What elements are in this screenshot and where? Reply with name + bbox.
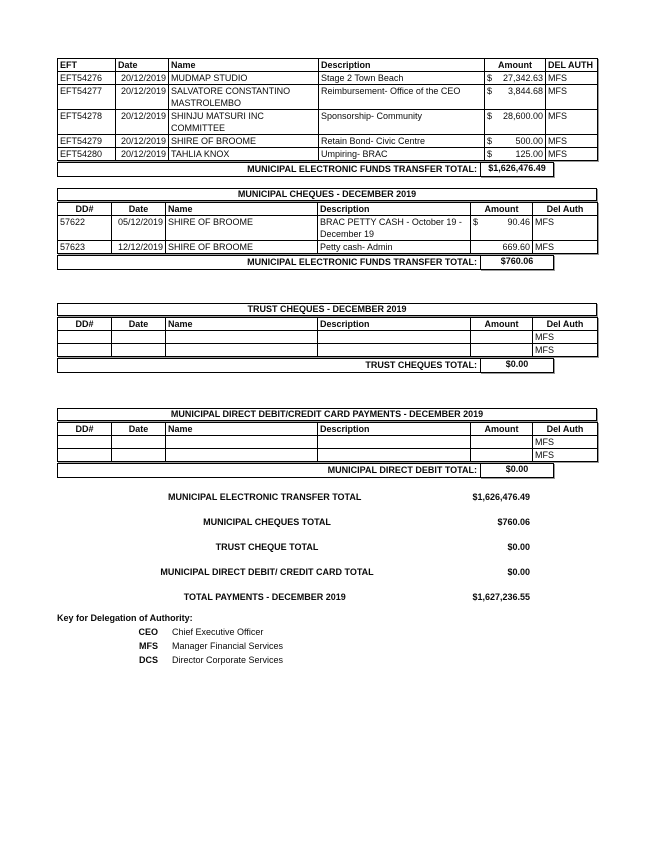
table-row xyxy=(58,241,598,254)
name-cell xyxy=(166,436,318,449)
cheque-id xyxy=(58,344,112,357)
amount-cell xyxy=(485,85,546,110)
trust-table-grid xyxy=(57,317,598,357)
key-row xyxy=(57,639,283,653)
summary-label: MUNICIPAL DIRECT DEBIT/ CREDIT CARD TOTAL xyxy=(160,566,374,577)
total-value: $0.00 xyxy=(480,358,554,373)
table-row xyxy=(58,148,598,161)
table-title: MUNICIPAL CHEQUES - DECEMBER 2019 xyxy=(57,188,597,201)
date-cell xyxy=(112,344,166,357)
col-header-name: Name xyxy=(166,423,318,436)
summary-label: MUNICIPAL ELECTRONIC TRANSFER TOTAL xyxy=(168,491,362,502)
summary-value: $760.06 xyxy=(497,516,530,527)
date-cell: 12/12/2019 xyxy=(112,241,166,254)
amount-value: 669.60 xyxy=(502,242,530,252)
col-header-date: Date xyxy=(116,59,169,72)
col-header-del-auth: Del Auth xyxy=(533,318,598,331)
col-header-amount: Amount xyxy=(471,423,533,436)
eft-total-row xyxy=(57,162,597,177)
key-heading: Key for Delegation of Authority: xyxy=(57,613,193,623)
key-meaning: Chief Executive Officer xyxy=(172,627,264,637)
eft-id: EFT54276 xyxy=(58,72,116,85)
amount-cell xyxy=(471,436,533,449)
col-header-dd: DD# xyxy=(58,203,112,216)
name-cell xyxy=(166,331,318,344)
del-auth-cell: MFS xyxy=(546,110,598,135)
date-cell: 20/12/2019 xyxy=(116,135,169,148)
header-row xyxy=(58,423,598,436)
del-auth-cell: MFS xyxy=(546,148,598,161)
direct-debit-total-row xyxy=(57,463,597,478)
table-title: MUNICIPAL DIRECT DEBIT/CREDIT CARD PAYMENTS - DECEMBER 2019 xyxy=(57,408,597,421)
key-code: MFS xyxy=(139,641,158,651)
currency-symbol: $ xyxy=(487,73,493,83)
col-header-description: Description xyxy=(318,423,471,436)
total-label: MUNICIPAL ELECTRONIC FUNDS TRANSFER TOTAL: xyxy=(57,162,481,177)
date-cell: 20/12/2019 xyxy=(116,148,169,161)
key-row xyxy=(57,653,283,667)
name-cell: SHIRE OF BROOME xyxy=(166,241,318,254)
col-header-del-auth: Del Auth xyxy=(533,203,598,216)
description-cell: Umpiring- BRAC xyxy=(319,148,485,161)
eft-id: EFT54278 xyxy=(58,110,116,135)
col-header-eft: EFT xyxy=(58,59,116,72)
table-row xyxy=(58,85,598,110)
date-cell: 05/12/2019 xyxy=(112,216,166,241)
summary-row xyxy=(57,534,530,559)
trust-total-row xyxy=(57,358,597,373)
name-cell: SHINJU MATSURI INC COMMITTEE xyxy=(169,110,319,135)
col-header-description: Description xyxy=(319,59,485,72)
table-row xyxy=(58,72,598,85)
cheque-id xyxy=(58,436,112,449)
header-row xyxy=(58,59,598,72)
del-auth-cell: MFS xyxy=(533,241,598,254)
amount-cell xyxy=(471,331,533,344)
col-header-name: Name xyxy=(166,203,318,216)
currency-symbol: $ xyxy=(487,136,493,146)
date-cell xyxy=(112,331,166,344)
cheque-id xyxy=(58,449,112,462)
summary-label: TRUST CHEQUE TOTAL xyxy=(215,541,319,552)
amount-value: 3,844.68 xyxy=(507,86,543,96)
amount-cell xyxy=(471,344,533,357)
date-cell xyxy=(112,449,166,462)
amount-cell xyxy=(471,216,533,241)
del-auth-cell: MFS xyxy=(533,449,598,462)
description-cell xyxy=(318,449,471,462)
table-row xyxy=(58,331,598,344)
name-cell xyxy=(166,449,318,462)
key-row xyxy=(57,625,283,639)
amount-cell xyxy=(471,449,533,462)
summary-value: $1,627,236.55 xyxy=(472,591,530,602)
direct-debit-table xyxy=(57,408,598,478)
summary-value: $1,626,476.49 xyxy=(472,491,530,502)
table-row xyxy=(58,344,598,357)
description-cell xyxy=(318,344,471,357)
col-header-del-auth: Del Auth xyxy=(533,423,598,436)
table-row xyxy=(58,110,598,135)
name-cell xyxy=(166,344,318,357)
col-header-date: Date xyxy=(112,423,166,436)
eft-payments-table xyxy=(57,57,598,177)
eft-id: EFT54280 xyxy=(58,148,116,161)
col-header-date: Date xyxy=(112,318,166,331)
amount-cell xyxy=(485,110,546,135)
description-cell: BRAC PETTY CASH - October 19 - December 19 xyxy=(318,216,471,241)
description-cell: Reimbursement- Office of the CEO xyxy=(319,85,485,110)
trust-cheques-table xyxy=(57,303,598,373)
date-cell: 20/12/2019 xyxy=(116,85,169,110)
col-header-date: Date xyxy=(112,203,166,216)
date-cell xyxy=(112,436,166,449)
cheque-id: 57623 xyxy=(58,241,112,254)
amount-cell xyxy=(485,148,546,161)
total-value: $1,626,476.49 xyxy=(480,162,554,177)
col-header-name: Name xyxy=(166,318,318,331)
total-label: MUNICIPAL ELECTRONIC FUNDS TRANSFER TOTAL: xyxy=(57,255,481,270)
name-cell: SHIRE OF BROOME xyxy=(169,135,319,148)
cheque-id xyxy=(58,331,112,344)
total-label: MUNICIPAL DIRECT DEBIT TOTAL: xyxy=(57,463,481,478)
table-title: TRUST CHEQUES - DECEMBER 2019 xyxy=(57,303,597,316)
currency-symbol: $ xyxy=(473,217,479,227)
del-auth-cell: MFS xyxy=(546,135,598,148)
key-meaning: Director Corporate Services xyxy=(172,655,284,665)
total-value: $0.00 xyxy=(480,463,554,478)
description-cell: Retain Bond- Civic Centre xyxy=(319,135,485,148)
amount-cell xyxy=(471,241,533,254)
cheques-total-row xyxy=(57,255,597,270)
summary-row xyxy=(57,484,530,509)
delegation-key xyxy=(57,611,283,667)
name-cell: SHIRE OF BROOME xyxy=(166,216,318,241)
del-auth-cell: MFS xyxy=(533,436,598,449)
name-cell: SALVATORE CONSTANTINO MASTROLEMBO xyxy=(169,85,319,110)
amount-value: 125.00 xyxy=(515,149,543,159)
total-label: TRUST CHEQUES TOTAL: xyxy=(57,358,481,373)
amount-value: 90.46 xyxy=(507,217,530,227)
amount-value: 28,600.00 xyxy=(502,111,543,121)
del-auth-cell: MFS xyxy=(546,85,598,110)
del-auth-cell: MFS xyxy=(533,216,598,241)
cheques-table-grid xyxy=(57,202,598,254)
eft-id: EFT54277 xyxy=(58,85,116,110)
col-header-dd: DD# xyxy=(58,318,112,331)
description-cell xyxy=(318,436,471,449)
del-auth-cell: MFS xyxy=(533,331,598,344)
table-row xyxy=(58,135,598,148)
key-code: DCS xyxy=(138,655,158,665)
summary-row-grand-total xyxy=(57,584,530,609)
col-header-description: Description xyxy=(318,318,471,331)
eft-table-grid xyxy=(57,58,598,161)
col-header-description: Description xyxy=(318,203,471,216)
col-header-del-auth: DEL AUTH xyxy=(546,59,598,72)
summary-value: $0.00 xyxy=(507,566,530,577)
currency-symbol: $ xyxy=(487,111,493,121)
summary-row xyxy=(57,509,530,534)
col-header-name: Name xyxy=(169,59,319,72)
name-cell: MUDMAP STUDIO xyxy=(169,72,319,85)
amount-value: 500.00 xyxy=(515,136,543,146)
eft-id: EFT54279 xyxy=(58,135,116,148)
col-header-amount: Amount xyxy=(471,318,533,331)
currency-symbol: $ xyxy=(487,149,493,159)
key-meaning: Manager Financial Services xyxy=(172,641,284,651)
header-row xyxy=(58,203,598,216)
summary-row xyxy=(57,559,530,584)
del-auth-cell: MFS xyxy=(546,72,598,85)
name-cell: TAHLIA KNOX xyxy=(169,148,319,161)
key-code: CEO xyxy=(138,627,158,637)
header-row xyxy=(58,318,598,331)
col-header-amount: Amount xyxy=(485,59,546,72)
summary-totals xyxy=(57,484,530,609)
currency-symbol: $ xyxy=(487,86,493,96)
description-cell xyxy=(318,331,471,344)
table-row xyxy=(58,216,598,241)
direct-debit-table-grid xyxy=(57,422,598,462)
table-row xyxy=(58,449,598,462)
summary-label: MUNICIPAL CHEQUES TOTAL xyxy=(203,516,331,527)
amount-cell xyxy=(485,72,546,85)
cheque-id: 57622 xyxy=(58,216,112,241)
amount-value: 27,342.63 xyxy=(502,73,543,83)
date-cell: 20/12/2019 xyxy=(116,110,169,135)
municipal-cheques-table xyxy=(57,188,598,270)
description-cell: Petty cash- Admin xyxy=(318,241,471,254)
table-row xyxy=(58,436,598,449)
amount-cell xyxy=(485,135,546,148)
date-cell: 20/12/2019 xyxy=(116,72,169,85)
col-header-dd: DD# xyxy=(58,423,112,436)
summary-value: $0.00 xyxy=(507,541,530,552)
summary-label: TOTAL PAYMENTS - DECEMBER 2019 xyxy=(183,591,346,602)
total-value: $760.06 xyxy=(480,255,554,270)
del-auth-cell: MFS xyxy=(533,344,598,357)
description-cell: Sponsorship- Community xyxy=(319,110,485,135)
description-cell: Stage 2 Town Beach xyxy=(319,72,485,85)
col-header-amount: Amount xyxy=(471,203,533,216)
